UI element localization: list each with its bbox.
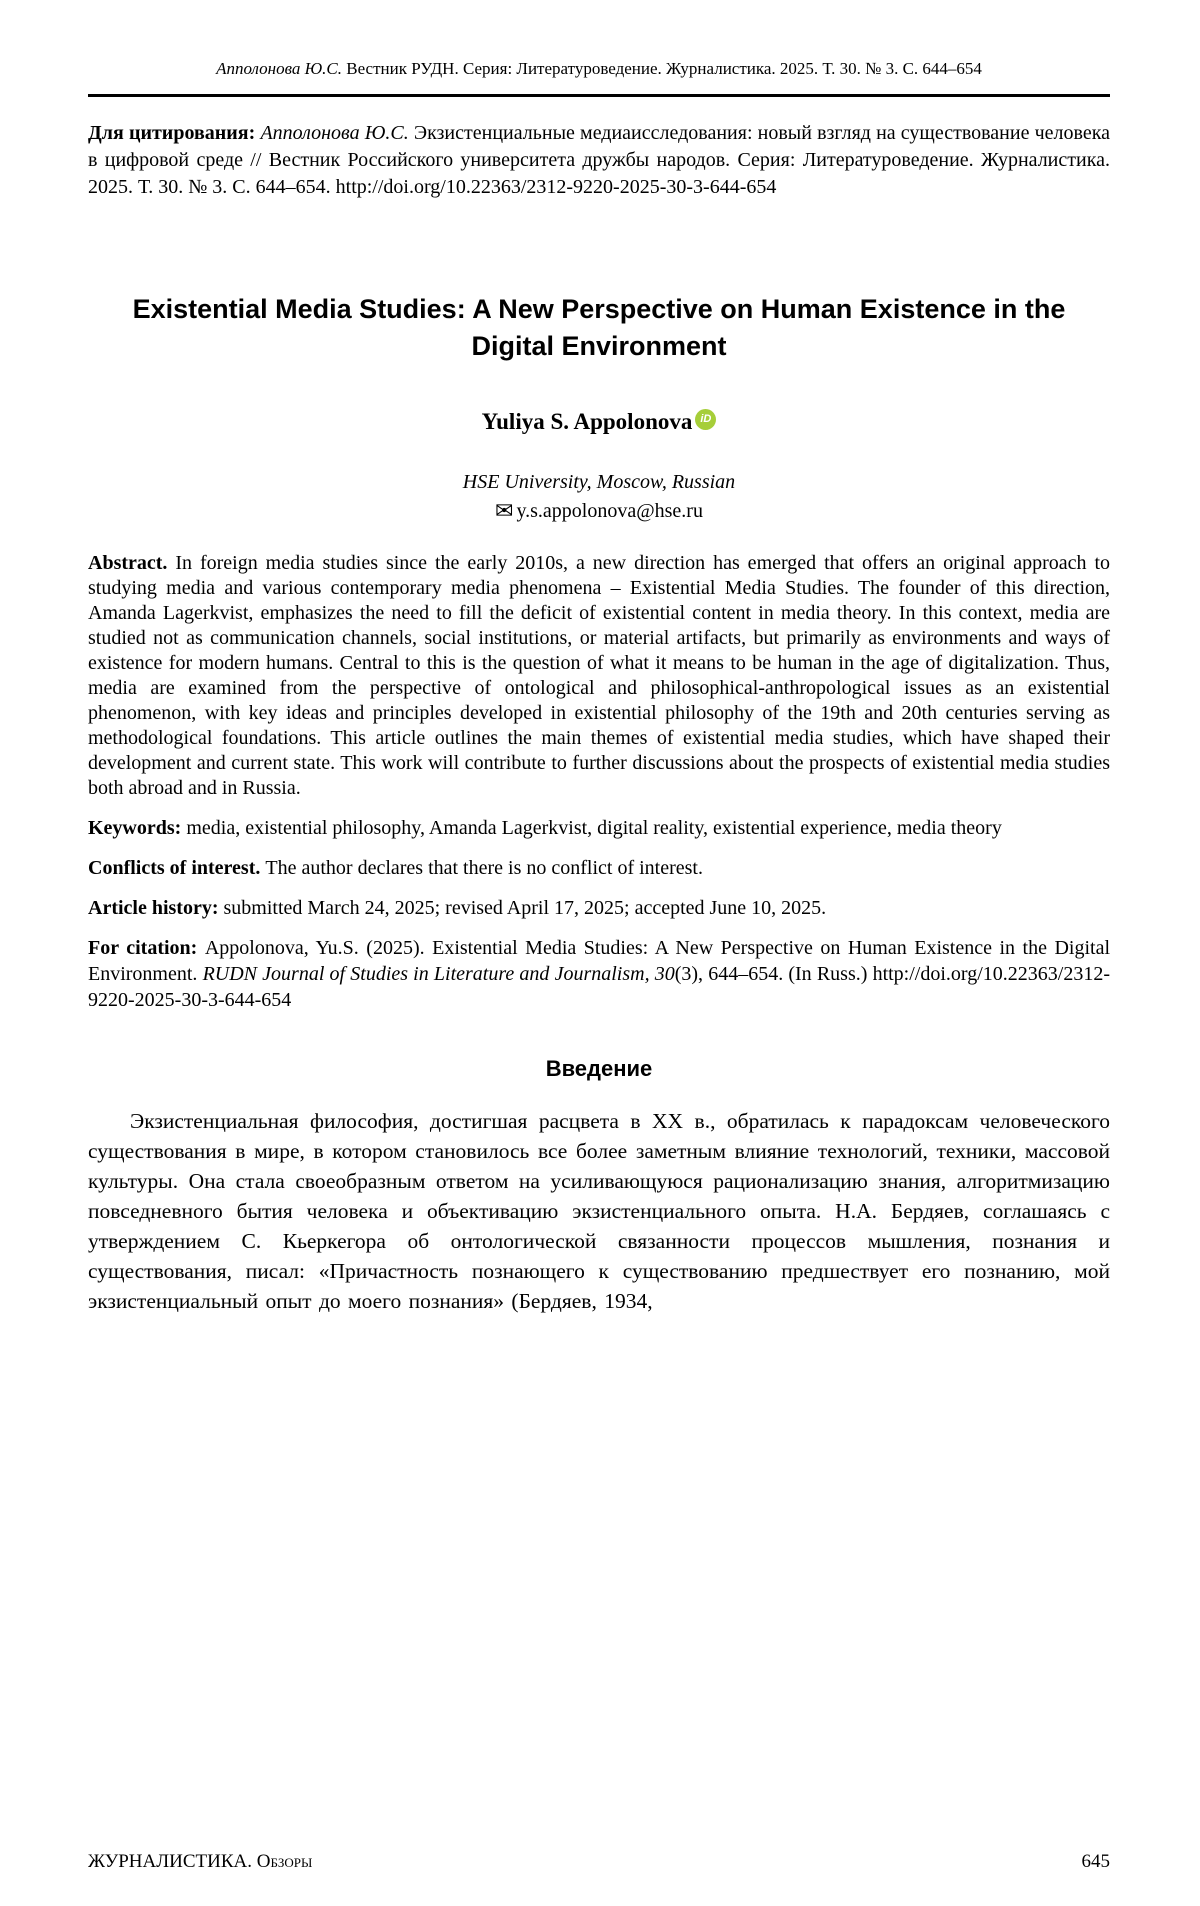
citation-en-paragraph — [88, 935, 1110, 1013]
footer-page-number: 645 — [1081, 1851, 1110, 1872]
author-affiliation: HSE University, Moscow, Russian — [462, 471, 736, 493]
citation-ru-doi-link[interactable]: http://doi.org/10.22363/2312-9220-2025-30-3-644-654 — [335, 176, 777, 198]
keywords-label: Keywords: — [88, 817, 187, 839]
article-history-label: Article history: — [88, 897, 224, 919]
orcid-icon-label: iD — [700, 413, 712, 425]
conflicts-paragraph — [88, 855, 1110, 881]
keywords-paragraph — [88, 815, 1110, 841]
conflicts-text: The author declares that there is no conflict of interest. — [265, 857, 703, 879]
keywords-text: media, existential philosophy, Amanda Lagerkvist, digital reality, existential experience, media theory — [186, 817, 1002, 839]
footer-section-sub: Обзоры — [256, 1851, 313, 1872]
article-history-text: submitted March 24, 2025; revised April 17, 2025; accepted June 10, 2025. — [223, 897, 827, 919]
email-line — [88, 497, 1110, 525]
footer-section-label — [88, 1850, 312, 1874]
footer-section-main: ЖУРНАЛИСТИКА. — [88, 1851, 257, 1872]
abstract-text: In foreign media studies since the early 2010s, a new direction has emerged that offers an original approach to studying media and various contemporary media phenomena – Existential Media Studies. The founder of this direction, Amanda Lagerkvist, emphasizes the need to fill the deficit of existential content in media theory. In this context, media are studied not as communication channels, social institutions, or material artifacts, but primarily as environments and ways of existence for modern humans. Central to this is the question of what it means to be human in the age of digitalization. Thus, media are examined from the perspective of ontological and philosophical-anthropological issues as an existential phenomenon, with key ideas and principles developed in existential philosophy of the 19th and 20th centuries serving as methodological foundations. This article outlines the main themes of existential media studies, which have shaped their development and current state. This work will contribute to further discussions about the prospects of existential media studies both abroad and in Russia. — [88, 552, 1110, 799]
header-rule — [88, 94, 1110, 97]
abstract-label: Abstract. — [88, 552, 176, 574]
citation-ru-paragraph — [88, 120, 1110, 201]
citation-en-label: For citation: — [88, 937, 205, 959]
running-header-author: Апполонова Ю.С. — [216, 59, 342, 78]
conflicts-label: Conflicts of interest. — [88, 857, 266, 879]
running-header — [88, 58, 1110, 80]
email-address[interactable]: y.s.appolonova@hse.ru — [516, 500, 703, 522]
running-header-journal-info: Вестник РУДН. Серия: Литературоведение. Журналистика. 2025. Т. 30. № 3. С. 644–654 — [341, 59, 982, 78]
article-history-paragraph — [88, 895, 1110, 921]
citation-en-journal: RUDN Journal of Studies in Literature and Journalism, 30 — [202, 963, 675, 985]
citation-ru-author: Апполонова Ю.С. — [260, 122, 414, 144]
author-line — [88, 407, 1110, 437]
introduction-heading: Введение — [545, 1056, 653, 1081]
author-name: Yuliya S. Appolonova — [481, 409, 693, 434]
citation-ru-label: Для цитирования: — [88, 122, 261, 144]
introduction-paragraph: Экзистенциальная философия, достигшая расцвета в XX в., обратилась к парадоксам человеческого существования в мире, в котором становилось все более заметным влияние технологий, техники, массовой культуры. Она стала своеобразным ответом на усиливающуюся рационализацию знания, алгоритмизацию повседневного бытия человека и объективацию экзистенциального опыта. Н.А. Бердяев, соглашаясь с утверждением С. Кьеркегора об онтологической связанности процессов мышления, познания и существования, писал: «Причастность познающего к существованию предшествует его познанию, мой экзистенциальный опыт до моего познания» (Бердяев, 1934, — [88, 1109, 1110, 1313]
orcid-icon[interactable] — [695, 409, 716, 430]
citation-en-text-2: (3), 644–654. (In Russ.) — [674, 963, 873, 985]
citation-en-text-1: Appolonova, Yu.S. (2025). Existential Media Studies: A New Perspective on Human Existence in the Digital Environment. — [88, 937, 1111, 985]
envelope-icon: ✉ — [495, 498, 514, 523]
citation-en-doi-link[interactable]: http://doi.org/10.22363/2312-9220-2025-30-3-644-654 — [88, 963, 1110, 1011]
article-title: Existential Media Studies: A New Perspective on Human Existence in the Digital Environment — [132, 294, 1066, 361]
abstract-paragraph — [88, 551, 1110, 801]
citation-ru-text: Экзистенциальные медиаисследования: новый взгляд на существование человека в цифровой среде // Вестник Российского университета дружбы народов. Серия: Литературоведение. Журналистика. 2025. Т. 30. № 3. С. 644–654. — [88, 122, 1111, 198]
page-footer — [88, 1850, 1110, 1874]
